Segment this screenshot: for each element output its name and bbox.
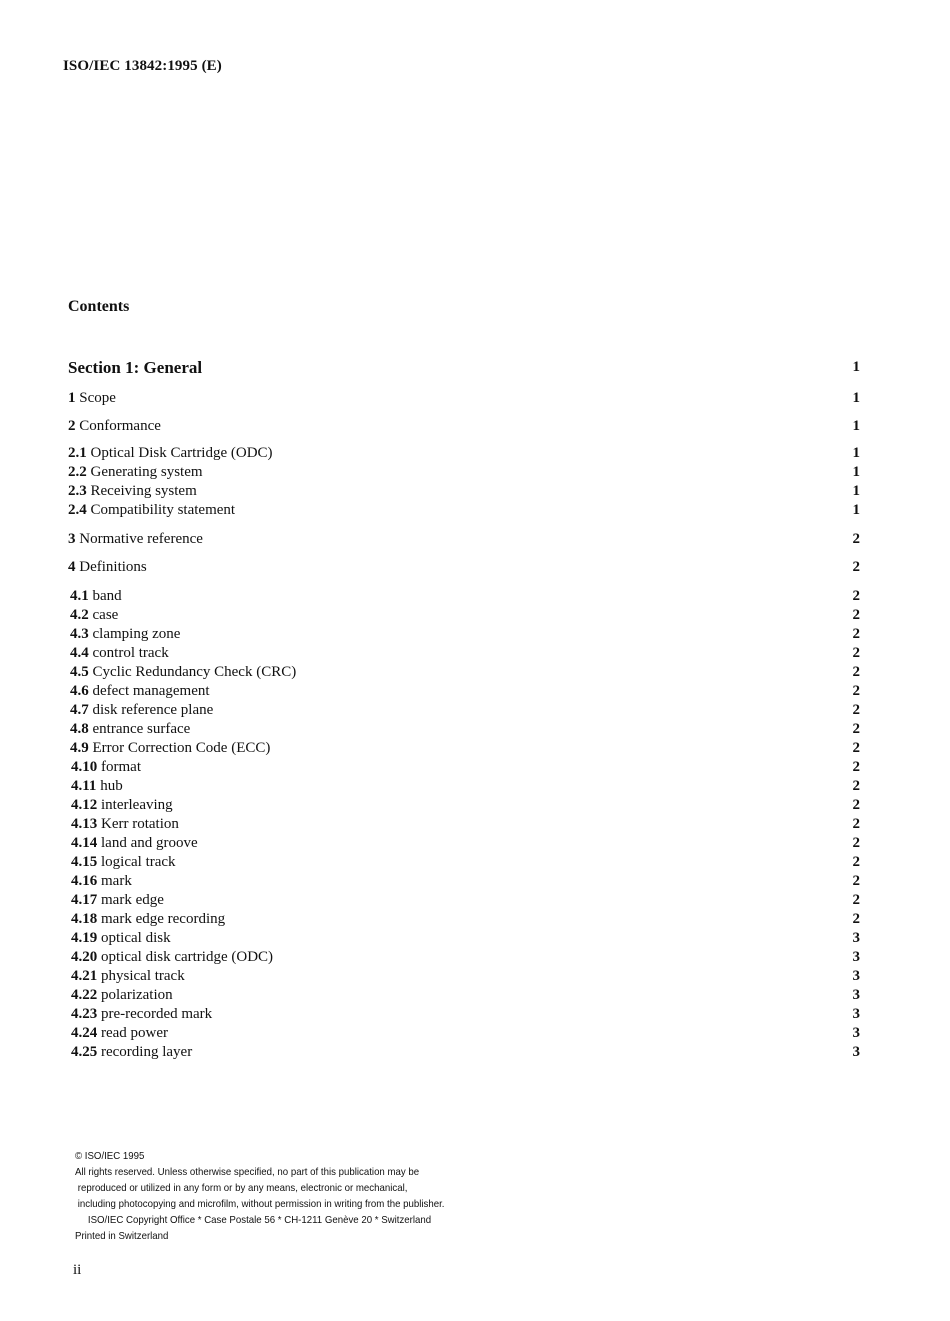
toc-entry-4-15[interactable] bbox=[71, 853, 860, 872]
toc-entry-page: 2 bbox=[852, 683, 860, 699]
toc-entry-4-16[interactable] bbox=[71, 872, 860, 891]
toc-entry-page: 3 bbox=[852, 1006, 860, 1022]
toc-entry-page: 3 bbox=[852, 968, 860, 984]
toc-entry-number: 4.21 bbox=[71, 968, 98, 984]
toc-entry-number: 4.16 bbox=[71, 873, 98, 889]
toc-entry-title: logical track bbox=[97, 854, 176, 870]
toc-entry-4-12[interactable] bbox=[71, 796, 860, 815]
toc-entry-number: 4.17 bbox=[71, 892, 98, 908]
toc-entry-page: 2 bbox=[852, 626, 860, 642]
toc-entry-number: 4.9 bbox=[70, 740, 89, 756]
copyright-line: including photocopying and microfilm, without permission in writing from the publisher. bbox=[77, 1198, 445, 1210]
toc-entry-page: 2 bbox=[852, 607, 860, 623]
toc-entry-4-2[interactable] bbox=[70, 606, 860, 625]
toc-entry-page: 1 bbox=[852, 464, 860, 480]
toc-entry-page: 2 bbox=[852, 664, 860, 680]
toc-entry-title: Definitions bbox=[75, 559, 147, 575]
toc-entry-number: 4.10 bbox=[71, 759, 98, 775]
toc-entry-section-1[interactable] bbox=[68, 358, 860, 377]
toc-entry-title: entrance surface bbox=[88, 721, 191, 737]
toc-entry-4-17[interactable] bbox=[71, 891, 860, 910]
toc-entry-page: 1 bbox=[852, 418, 860, 434]
toc-entry-page: 2 bbox=[852, 816, 860, 832]
toc-entry-4-22[interactable] bbox=[71, 986, 860, 1005]
toc-entry-number: 4.23 bbox=[71, 1006, 98, 1022]
toc-entry-3[interactable] bbox=[68, 530, 860, 549]
toc-entry-number: 2.4 bbox=[68, 502, 87, 518]
toc-entry-title: band bbox=[88, 588, 122, 604]
toc-entry-page: 3 bbox=[852, 987, 860, 1003]
toc-entry-page: 2 bbox=[852, 645, 860, 661]
toc-entry-page: 1 bbox=[852, 390, 860, 406]
toc-entry-4-19[interactable] bbox=[71, 929, 860, 948]
toc-entry-title: Generating system bbox=[86, 464, 203, 480]
toc-entry-4-20[interactable] bbox=[71, 948, 860, 967]
copyright-line: reproduced or utilized in any form or by any means, electronic or mechanical, bbox=[77, 1182, 408, 1194]
toc-entry-1[interactable] bbox=[68, 389, 860, 408]
contents-heading: Contents bbox=[68, 298, 130, 315]
toc-entry-title: control track bbox=[88, 645, 169, 661]
toc-entry-title: mark edge bbox=[97, 892, 164, 908]
toc-entry-number: 4.8 bbox=[70, 721, 89, 737]
toc-entry-title: mark bbox=[97, 873, 132, 889]
toc-entry-page: 2 bbox=[852, 588, 860, 604]
toc-entry-number: 4.20 bbox=[71, 949, 98, 965]
toc-entry-number: 4.3 bbox=[70, 626, 89, 642]
toc-entry-4-21[interactable] bbox=[71, 967, 860, 986]
document-id-header: ISO/IEC 13842:1995 (E) bbox=[63, 58, 222, 74]
toc-entry-number: 2 bbox=[68, 418, 76, 434]
toc-entry-4-14[interactable] bbox=[71, 834, 860, 853]
copyright-line: Printed in Switzerland bbox=[75, 1230, 169, 1242]
toc-entry-4-11[interactable] bbox=[71, 777, 860, 796]
toc-entry-number: 4.14 bbox=[71, 835, 98, 851]
toc-entry-page: 2 bbox=[852, 740, 860, 756]
page-number: ii bbox=[73, 1262, 82, 1278]
toc-entry-number: 4.19 bbox=[71, 930, 98, 946]
toc-entry-page: 3 bbox=[852, 1044, 860, 1060]
toc-entry-4-3[interactable] bbox=[70, 625, 860, 644]
toc-entry-page: 2 bbox=[852, 778, 860, 794]
toc-entry-page: 2 bbox=[852, 531, 860, 547]
toc-entry-4-24[interactable] bbox=[71, 1024, 860, 1043]
toc-entry-4-6[interactable] bbox=[70, 682, 860, 701]
toc-entry-number: 4.18 bbox=[71, 911, 98, 927]
copyright-line: All rights reserved. Unless otherwise specified, no part of this publication may be bbox=[75, 1166, 420, 1178]
toc-entry-number: 4.13 bbox=[71, 816, 98, 832]
toc-entry-title: interleaving bbox=[97, 797, 173, 813]
toc-entry-number: 4.4 bbox=[70, 645, 89, 661]
toc-entry-4-13[interactable] bbox=[71, 815, 860, 834]
toc-entry-page: 1 bbox=[852, 445, 860, 461]
toc-entry-2-3[interactable] bbox=[68, 482, 860, 501]
toc-entry-title: Cyclic Redundancy Check (CRC) bbox=[88, 664, 297, 680]
toc-entry-page: 2 bbox=[852, 835, 860, 851]
toc-entry-4-18[interactable] bbox=[71, 910, 860, 929]
toc-entry-page: 2 bbox=[852, 702, 860, 718]
toc-entry-title: Scope bbox=[75, 390, 116, 406]
toc-entry-4-7[interactable] bbox=[70, 701, 860, 720]
toc-entry-4-1[interactable] bbox=[70, 587, 860, 606]
toc-entry-title: Section 1: General bbox=[68, 358, 203, 377]
toc-entry-title: optical disk cartridge (ODC) bbox=[97, 949, 274, 965]
toc-entry-number: 4.11 bbox=[71, 778, 97, 794]
toc-entry-2[interactable] bbox=[68, 417, 860, 436]
toc-entry-title: defect management bbox=[88, 683, 210, 699]
toc-entry-title: physical track bbox=[97, 968, 185, 984]
toc-entry-page: 3 bbox=[852, 930, 860, 946]
toc-entry-title: Error Correction Code (ECC) bbox=[88, 740, 271, 756]
toc-entry-number: 3 bbox=[68, 531, 76, 547]
toc-entry-title: Kerr rotation bbox=[97, 816, 179, 832]
toc-entry-title: polarization bbox=[97, 987, 173, 1003]
toc-entry-title: Optical Disk Cartridge (ODC) bbox=[86, 445, 273, 461]
toc-entry-title: Receiving system bbox=[86, 483, 197, 499]
toc-entry-title: Conformance bbox=[75, 418, 161, 434]
toc-entry-title: mark edge recording bbox=[97, 911, 226, 927]
toc-entry-page: 2 bbox=[852, 892, 860, 908]
toc-entry-title: pre-recorded mark bbox=[97, 1006, 213, 1022]
copyright-line: ISO/IEC Copyright Office * Case Postale 56 * CH-1211 Genève 20 * Switzerland bbox=[87, 1214, 432, 1226]
toc-entry-title: disk reference plane bbox=[88, 702, 214, 718]
toc-entry-title: read power bbox=[97, 1025, 169, 1041]
toc-entry-number: 2.2 bbox=[68, 464, 87, 480]
toc-entry-4[interactable] bbox=[68, 558, 860, 577]
toc-entry-page: 2 bbox=[852, 797, 860, 813]
toc-entry-title: Normative reference bbox=[75, 531, 203, 547]
toc-entry-title: case bbox=[88, 607, 119, 623]
toc-entry-number: 4.5 bbox=[70, 664, 89, 680]
toc-entry-page: 2 bbox=[852, 854, 860, 870]
toc-entry-4-23[interactable] bbox=[71, 1005, 860, 1024]
toc-entry-number: 4.2 bbox=[70, 607, 89, 623]
toc-entry-2-1[interactable] bbox=[68, 444, 860, 463]
copyright-notice bbox=[75, 1148, 444, 1244]
toc-entry-number: 4.24 bbox=[71, 1025, 98, 1041]
toc-entry-title: format bbox=[97, 759, 141, 775]
toc-entry-page: 2 bbox=[852, 759, 860, 775]
toc-entry-page: 2 bbox=[852, 911, 860, 927]
toc-entry-page: 1 bbox=[852, 502, 860, 518]
toc-entry-number: 4.25 bbox=[71, 1044, 98, 1060]
toc-entry-number: 4.22 bbox=[71, 987, 98, 1003]
toc-entry-4-4[interactable] bbox=[70, 644, 860, 663]
toc-entry-number: 4.7 bbox=[70, 702, 89, 718]
toc-entry-title: recording layer bbox=[97, 1044, 193, 1060]
toc-entry-page: 2 bbox=[852, 721, 860, 737]
toc-entry-4-8[interactable] bbox=[70, 720, 860, 739]
toc-entry-2-2[interactable] bbox=[68, 463, 860, 482]
toc-entry-number: 4.1 bbox=[70, 588, 89, 604]
toc-entry-title: optical disk bbox=[97, 930, 171, 946]
toc-entry-4-25[interactable] bbox=[71, 1043, 860, 1062]
toc-entry-number: 4.12 bbox=[71, 797, 98, 813]
toc-entry-title: hub bbox=[96, 778, 123, 794]
toc-entry-4-5[interactable] bbox=[70, 663, 860, 682]
toc-entry-number: 4 bbox=[68, 559, 76, 575]
toc-entry-number: 4.6 bbox=[70, 683, 89, 699]
toc-entry-page: 3 bbox=[852, 1025, 860, 1041]
toc-entry-title: clamping zone bbox=[88, 626, 181, 642]
toc-entry-page: 2 bbox=[852, 559, 860, 575]
toc-entry-4-10[interactable] bbox=[71, 758, 860, 777]
toc-entry-title: Compatibility statement bbox=[86, 502, 236, 518]
toc-entry-number: 2.3 bbox=[68, 483, 87, 499]
toc-entry-page: 1 bbox=[852, 359, 860, 375]
toc-entry-4-9[interactable] bbox=[70, 739, 860, 758]
toc-entry-page: 2 bbox=[852, 873, 860, 889]
toc-entry-2-4[interactable] bbox=[68, 501, 860, 520]
toc-entry-title: land and groove bbox=[97, 835, 198, 851]
toc-entry-page: 3 bbox=[852, 949, 860, 965]
toc-entry-number: 2.1 bbox=[68, 445, 87, 461]
toc-entry-page: 1 bbox=[852, 483, 860, 499]
copyright-line: © ISO/IEC 1995 bbox=[75, 1150, 145, 1162]
toc-entry-number: 1 bbox=[68, 390, 76, 406]
toc-entry-number: 4.15 bbox=[71, 854, 98, 870]
